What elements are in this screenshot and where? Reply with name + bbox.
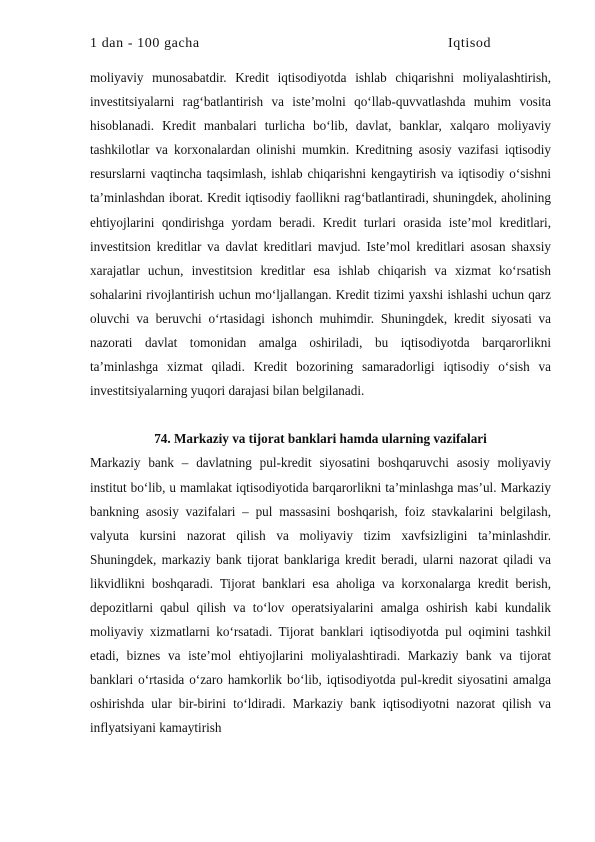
header-range: 1 dan - 100 gacha bbox=[90, 36, 200, 51]
page-header bbox=[90, 36, 550, 58]
document-body bbox=[90, 66, 551, 741]
section-heading: 74. Markaziy va tijorat banklari hamda ularning vazifalari bbox=[154, 431, 487, 447]
paragraph-banks: Markaziy bank – davlatning pul-kredit siyosatini boshqaruvchi asosiy moliyaviy institut bo‘lib, u mamlakat iqtisodiyotida barqarorlikni ta’minlashga mas’ul. Markaziy bankning asosiy vazifalari – pul massasini boshqarish, foiz stavkalarini belgilash, valyuta kursini nazorat qilish va moliyaviy tizim xavfsizligini ta’minlashdir. Shuningdek, markaziy bank tijorat banklariga kredit beradi, ularni nazorat qiladi va likvidlikni boshqaradi. Tijorat banklari esa aholiga va korxonalarga kredit berish, depozitlarni qabul qilish va to‘lov operatsiyalarini amalga oshirish kabi kundalik moliyaviy xizmatlarni ko‘rsatadi. Tijorat banklari iqtisodiyotda pul oqimini tashkil etadi, biznes va iste’mol ehtiyojlarini moliyalashtiradi. Markaziy bank va tijorat banklari o‘rtasida o‘zaro hamkorlik bo‘lib, iqtisodiyotda pul-kredit siyosatini amalga oshirishda ular bir-birini to‘ldiradi. Markaziy bank iqtisodiyotni nazorat qilish va inflyatsiyani kamaytirish bbox=[90, 455, 551, 736]
paragraph-credit: moliyaviy munosabatdir. Kredit iqtisodiyotda ishlab chiqarishni moliyalashtirish, investitsiyalarni rag‘batlantirish va iste’molni qo‘llab-quvvatlashda muhim vosita hisoblanadi. Kredit manbalari turlicha bo‘lib, davlat, banklar, xalqaro moliyaviy tashkilotlar va korxonalardan olinishi mumkin. Kreditning asosiy vazifasi iqtisodiy resurslarni vaqtincha taqsimlash, ishlab chiqarishni kengaytirish va iqtisodiy o‘sishni ta’minlashdan iborat. Kredit iqtisodiy faollikni rag‘batlantiradi, shuningdek, aholining ehtiyojlarini qondirishga yordam beradi. Kredit turlari orasida iste’mol kreditlari, investitsion kreditlar va davlat kreditlari mavjud. Iste’mol kreditlari asosan shaxsiy xarajatlar uchun, investitsion kreditlar esa ishlab chiqarish va xizmat ko‘rsatish sohalarini rivojlantirish uchun mo‘ljallangan. Kredit tizimi yaxshi ishlashi uchun qarz oluvchi va beruvchi o‘rtasidagi ishonch muhimdir. Shuningdek, kredit siyosati va nazorati davlat tomonidan amalga oshiriladi, bu iqtisodiyotda barqarorlikni ta’minlashga xizmat qiladi. Kredit bozorining samaradorligi iqtisodiy o‘sish va investitsiyalarning yuqori darajasi bilan belgilanadi. bbox=[90, 70, 551, 399]
header-subject: Iqtisod bbox=[448, 36, 492, 51]
